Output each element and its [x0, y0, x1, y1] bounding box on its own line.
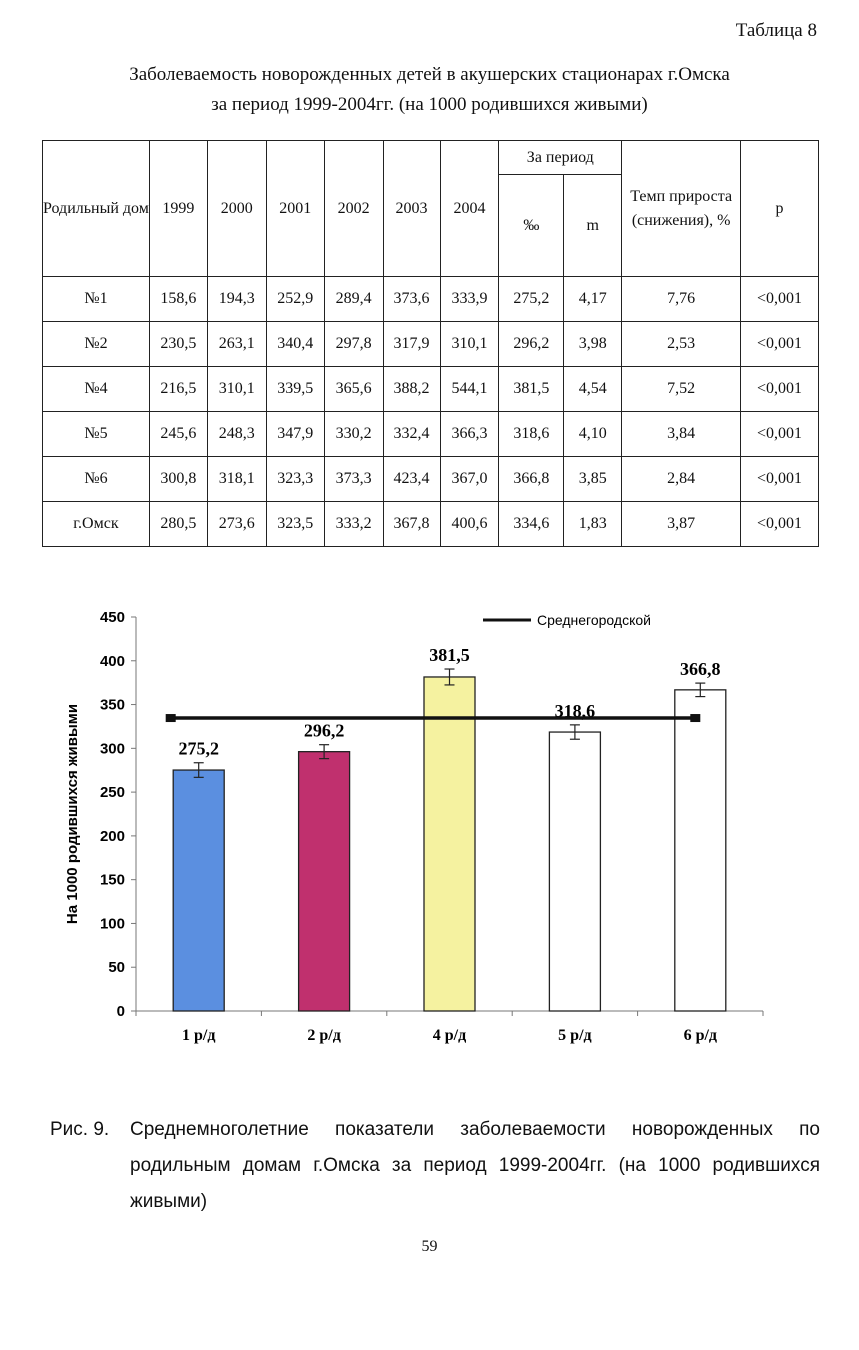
table-cell: 4,10	[564, 412, 622, 457]
table-row	[43, 412, 819, 457]
table-cell: 3,87	[622, 502, 741, 547]
x-tick-label: 1 р/д	[181, 1027, 216, 1044]
x-tick-label: 5 р/д	[558, 1027, 592, 1044]
table-cell: 216,5	[149, 367, 207, 412]
table-cell: 296,2	[499, 322, 564, 367]
bar	[299, 752, 350, 1011]
y-tick-label: 300	[99, 740, 125, 758]
table-cell: 194,3	[207, 277, 266, 322]
table-cell: 400,6	[440, 502, 499, 547]
table-cell: <0,001	[741, 457, 819, 502]
y-tick-label: 0	[116, 1003, 125, 1020]
morbidity-table	[42, 140, 819, 547]
table-cell: 7,52	[622, 367, 741, 412]
table-cell: 373,6	[383, 277, 440, 322]
row-label: г.Омск	[43, 502, 150, 547]
header-m: m	[564, 175, 622, 277]
legend-label: Среднегородской	[537, 612, 651, 628]
table-cell: 317,9	[383, 322, 440, 367]
table-cell: 366,3	[440, 412, 499, 457]
table-cell: 3,84	[622, 412, 741, 457]
table-cell: 297,8	[324, 322, 383, 367]
x-tick-label: 4 р/д	[432, 1027, 467, 1044]
table-cell: 332,4	[383, 412, 440, 457]
header-maternity-home: Родильный дом	[43, 141, 150, 277]
row-label: №1	[43, 277, 150, 322]
x-tick-label: 2 р/д	[307, 1027, 341, 1044]
table-cell: 310,1	[440, 322, 499, 367]
header-p: р	[741, 141, 819, 277]
y-tick-label: 400	[99, 652, 125, 670]
table-cell: 423,4	[383, 457, 440, 502]
table-row	[43, 277, 819, 322]
table-cell: 373,3	[324, 457, 383, 502]
table-cell: 367,8	[383, 502, 440, 547]
x-tick-label: 6 р/д	[683, 1027, 718, 1044]
reference-marker	[166, 714, 176, 722]
table-row	[43, 502, 819, 547]
table-title-line-2: за период 1999-2004гг. (на 1000 родившихся живыми)	[211, 94, 648, 115]
data-label: 381,5	[429, 645, 470, 666]
table-cell: 3,85	[564, 457, 622, 502]
table-cell: 388,2	[383, 367, 440, 412]
y-tick-label: 150	[99, 871, 125, 889]
table-row	[43, 322, 819, 367]
data-label: 318,6	[554, 700, 596, 721]
bar	[675, 690, 726, 1011]
table-cell: 7,76	[622, 277, 741, 322]
table-cell: 340,4	[266, 322, 324, 367]
table-cell: 318,1	[207, 457, 266, 502]
table-cell: 252,9	[266, 277, 324, 322]
header-year: 2001	[266, 141, 324, 277]
table-cell: 347,9	[266, 412, 324, 457]
table-cell: 544,1	[440, 367, 499, 412]
table-cell: 275,2	[499, 277, 564, 322]
bar	[549, 732, 600, 1011]
table-cell: <0,001	[741, 502, 819, 547]
y-axis-label: На 1000 родившихся живыми	[64, 703, 81, 925]
table-cell: 330,2	[324, 412, 383, 457]
table-cell: 365,6	[324, 367, 383, 412]
figure-caption	[50, 1112, 820, 1220]
table-cell: 367,0	[440, 457, 499, 502]
table-cell: 334,6	[499, 502, 564, 547]
row-label: №5	[43, 412, 150, 457]
data-label: 366,8	[680, 659, 721, 680]
y-tick-label: 350	[99, 696, 125, 714]
table-cell: 323,5	[266, 502, 324, 547]
table-cell: 333,2	[324, 502, 383, 547]
y-tick-label: 100	[99, 915, 125, 933]
table-cell: 230,5	[149, 322, 207, 367]
table-cell: 3,98	[564, 322, 622, 367]
header-year: 1999	[149, 141, 207, 277]
table-cell: 310,1	[207, 367, 266, 412]
row-label: №6	[43, 457, 150, 502]
header-permille: ‰	[499, 175, 564, 277]
header-year: 2004	[440, 141, 499, 277]
header-period: За период	[499, 141, 622, 175]
data-label: 275,2	[178, 738, 219, 759]
table-cell: 2,84	[622, 457, 741, 502]
row-label: №4	[43, 367, 150, 412]
table-cell: 158,6	[149, 277, 207, 322]
y-tick-label: 200	[99, 827, 125, 845]
table-cell: 381,5	[499, 367, 564, 412]
table-cell: <0,001	[741, 412, 819, 457]
figure-number: Рис. 9.	[50, 1119, 110, 1140]
table-row	[43, 367, 819, 412]
table-cell: 4,54	[564, 367, 622, 412]
header-year: 2003	[383, 141, 440, 277]
table-cell: <0,001	[741, 367, 819, 412]
table-cell: 323,3	[266, 457, 324, 502]
table-cell: 263,1	[207, 322, 266, 367]
table-cell: 248,3	[207, 412, 266, 457]
table-cell: 289,4	[324, 277, 383, 322]
table-cell: 1,83	[564, 502, 622, 547]
y-tick-label: 250	[99, 784, 125, 802]
table-cell: 245,6	[149, 412, 207, 457]
header-year: 2002	[324, 141, 383, 277]
header-growth-rate: Темп прироста (снижения), %	[622, 141, 741, 277]
table-row	[43, 457, 819, 502]
data-label: 296,2	[303, 720, 345, 741]
table-title-line-1: Заболеваемость новорожденных детей в акушерских стационарах г.Омска	[129, 64, 730, 85]
table-label: Таблица 8	[735, 20, 817, 41]
header-year: 2000	[207, 141, 266, 277]
row-label: №2	[43, 322, 150, 367]
page-number: 59	[421, 1238, 438, 1255]
table-cell: 2,53	[622, 322, 741, 367]
table-cell: 300,8	[149, 457, 207, 502]
table-cell: 366,8	[499, 457, 564, 502]
reference-marker	[690, 714, 700, 722]
table-cell: 273,6	[207, 502, 266, 547]
y-tick-label: 450	[99, 609, 125, 626]
table-cell: 333,9	[440, 277, 499, 322]
table-cell: 280,5	[149, 502, 207, 547]
bar	[424, 677, 475, 1011]
table-cell: <0,001	[741, 322, 819, 367]
morbidity-bar-chart	[40, 600, 820, 1070]
figure-caption-text: Среднемноголетние показатели заболеваемости новорожденных по родильным домам г.Омска за период 1999-2004гг. (на 1000 родившихся живыми)	[130, 1119, 820, 1212]
table-cell: 318,6	[499, 412, 564, 457]
y-tick-label: 50	[108, 959, 125, 977]
table-cell: 339,5	[266, 367, 324, 412]
table-cell: 4,17	[564, 277, 622, 322]
table-cell: <0,001	[741, 277, 819, 322]
table-title	[40, 60, 819, 120]
bar	[173, 770, 224, 1011]
